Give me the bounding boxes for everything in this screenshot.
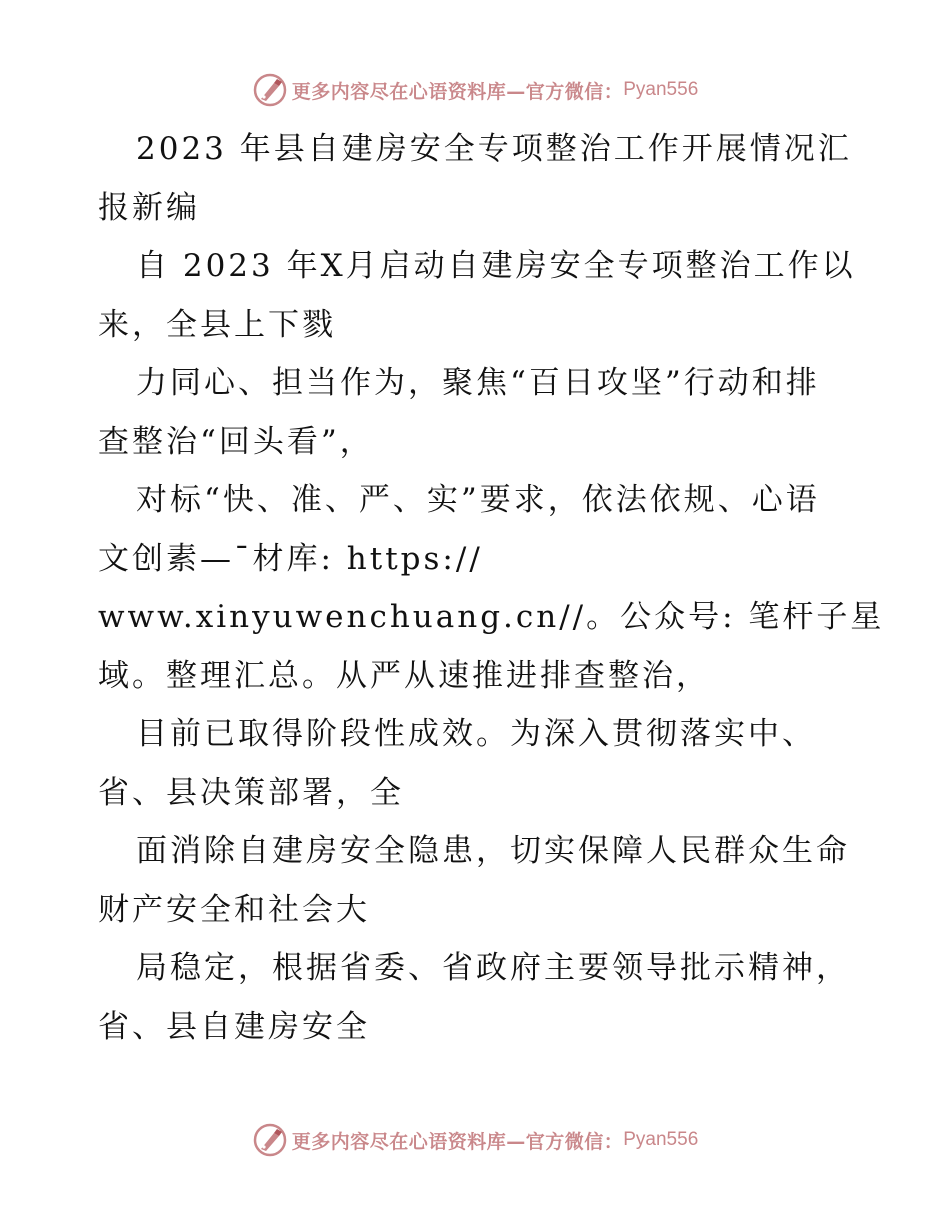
header-wechat-id: Pyan556 (623, 79, 699, 100)
doc-line: 力同心、担当作为，聚焦“百日攻坚”行动和排 (136, 365, 820, 401)
doc-line: 文创素—¯材库: https:// (98, 540, 483, 577)
doc-line: 域。整理汇总。从严从速推进排查整治， (98, 657, 710, 694)
document-body (98, 120, 885, 1056)
doc-line: 财产安全和社会大 (98, 891, 370, 928)
doc-line: 来，全县上下戮 (98, 306, 336, 343)
doc-line: 省、县自建房安全 (98, 1008, 370, 1045)
doc-line: 局稳定，根据省委、省政府主要领导批示精神， (136, 950, 850, 986)
doc-line: 目前已取得阶段性成效。为深入贯彻落实中、 (136, 716, 816, 752)
doc-line: 2023 年县自建房安全专项整治工作开展情况汇 (136, 131, 852, 167)
doc-line: 面消除自建房安全隐患，切实保障人民群众生命 (136, 833, 850, 869)
header-watermark (0, 70, 950, 110)
doc-line: 报新编 (98, 189, 200, 226)
doc-line: 查整治“回头看”， (98, 423, 374, 460)
doc-line: 省、县决策部署，全 (98, 774, 404, 811)
footer-watermark (0, 1120, 950, 1160)
pen-logo-icon (252, 1122, 288, 1158)
footer-wechat-id: Pyan556 (623, 1129, 699, 1150)
doc-line: 自 2023 年X月启动自建房安全专项整治工作以 (136, 248, 856, 284)
doc-line: 对标“快、准、严、实”要求，依法依规、心语 (136, 482, 820, 518)
pen-logo-icon (252, 72, 288, 108)
footer-watermark-text: 更多内容尽在心语资料库—官方微信： (291, 1130, 624, 1153)
header-watermark-text: 更多内容尽在心语资料库—官方微信： (291, 80, 624, 103)
doc-line: www.xinyuwenchuang.cn//。公众号: 笔杆子星 (98, 599, 885, 635)
